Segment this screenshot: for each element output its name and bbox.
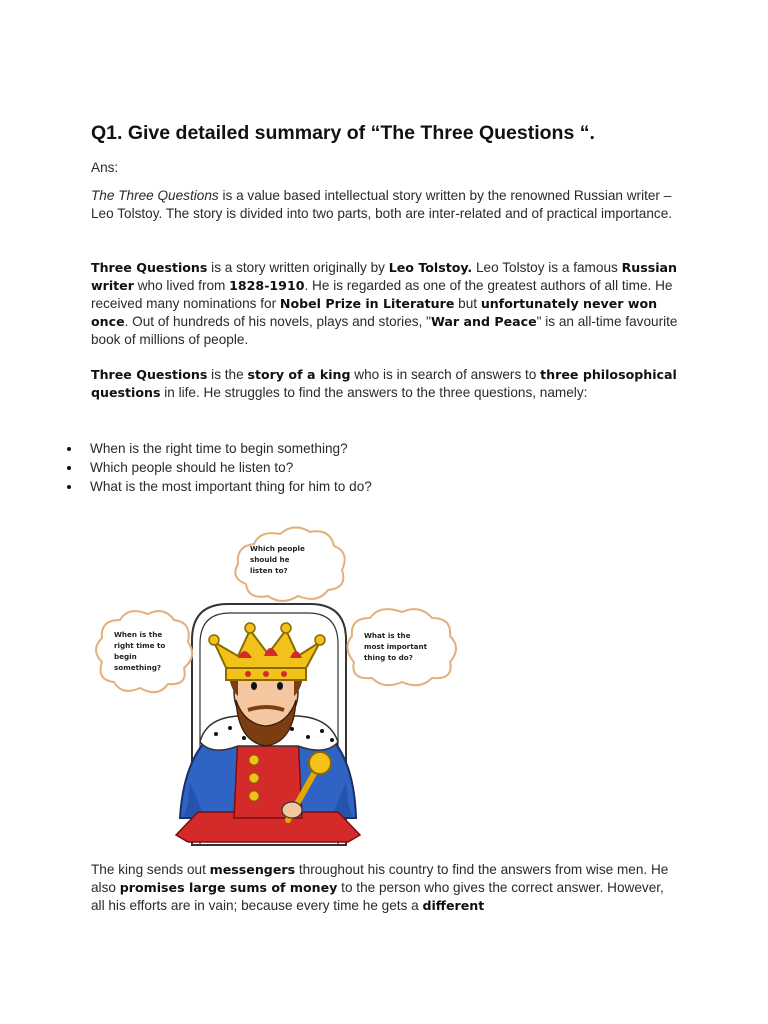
bold-text: different xyxy=(422,898,485,913)
intro-text: is a value based intellectual story written by the renowned Russian writer – Leo Tolstoy. The story is divided into two parts, both are inter-related and of practical importance. xyxy=(91,188,673,221)
bold-text: 1828-1910 xyxy=(229,278,305,293)
text-run: Leo Tolstoy is a famous xyxy=(472,260,622,275)
text-run: . He is regarded as one of the greatest authors of all time. He received many nominations for xyxy=(91,278,673,311)
story-title: The Three Questions xyxy=(91,188,219,203)
list-item-text: When is the right time to begin something? xyxy=(90,441,348,456)
cloud-line: When is the xyxy=(114,630,163,639)
bold-text: Leo Tolstoy. xyxy=(388,260,473,275)
bold-text: messengers xyxy=(209,862,296,877)
text-run: but xyxy=(454,296,481,311)
bold-text: unfortunately never won once xyxy=(91,296,658,329)
bold-text: War and Peace xyxy=(430,314,537,329)
messengers-paragraph xyxy=(91,861,671,915)
text-run: who is in search of answers to xyxy=(350,367,541,382)
bullet-icon xyxy=(67,466,71,470)
cloud-line: begin xyxy=(114,652,137,661)
bold-text: Russian writer xyxy=(91,260,678,293)
thought-cloud-left xyxy=(96,611,192,692)
list-item xyxy=(90,439,372,458)
list-item xyxy=(90,477,372,496)
cloud-line: right time to xyxy=(114,641,166,650)
text-run: The king sends out xyxy=(91,862,210,877)
text-run: who lived from xyxy=(133,278,230,293)
bold-text: story of a king xyxy=(247,367,351,382)
cloud-line: something? xyxy=(114,663,162,672)
author-paragraph xyxy=(91,259,681,349)
cloud-line: Which people xyxy=(250,544,305,553)
cloud-line: thing to do? xyxy=(364,653,413,662)
question-heading: Q1. Give detailed summary of “The Three Questions “. xyxy=(91,122,595,144)
questions-list xyxy=(90,439,372,496)
thought-cloud-top xyxy=(235,527,344,601)
text-run: to the person who gives the correct answer. However, all his efforts are in vain; because every time he gets a xyxy=(91,880,664,913)
cloud-line: should he xyxy=(250,555,290,564)
bold-text: Nobel Prize in Literature xyxy=(279,296,455,311)
list-item xyxy=(90,458,372,477)
answer-label: Ans: xyxy=(91,160,119,175)
text-run: is a story written originally by xyxy=(207,260,389,275)
cloud-line: most important xyxy=(364,642,428,651)
intro-paragraph xyxy=(91,187,681,223)
list-item-text: Which people should he listen to? xyxy=(90,460,294,475)
cloud-line: listen to? xyxy=(250,566,288,575)
bold-text: al questions xyxy=(91,367,677,400)
cloud-line: What is the xyxy=(364,631,411,640)
bold-text: three philosophic xyxy=(540,367,664,382)
text-run: . Out of hundreds of his novels, plays and stories, " xyxy=(124,314,431,329)
bullet-icon xyxy=(67,485,71,489)
bold-text: Three Questions xyxy=(91,367,208,382)
text-run: in life. He struggles to find the answers to the three questions, namely: xyxy=(160,385,588,400)
king-illustration xyxy=(88,520,468,860)
king-paragraph xyxy=(91,366,681,402)
bold-text: promises large sums of money xyxy=(119,880,338,895)
thought-cloud-right xyxy=(347,609,456,685)
bullet-icon xyxy=(67,447,71,451)
list-item-text: What is the most important thing for him to do? xyxy=(90,479,372,494)
text-run: is the xyxy=(207,367,248,382)
bold-text: Three Questions xyxy=(91,260,208,275)
text-run: " is an all-time favourite book of millions of people. xyxy=(91,314,678,347)
text-run: throughout his country to find the answers from wise men. He also xyxy=(91,862,669,895)
